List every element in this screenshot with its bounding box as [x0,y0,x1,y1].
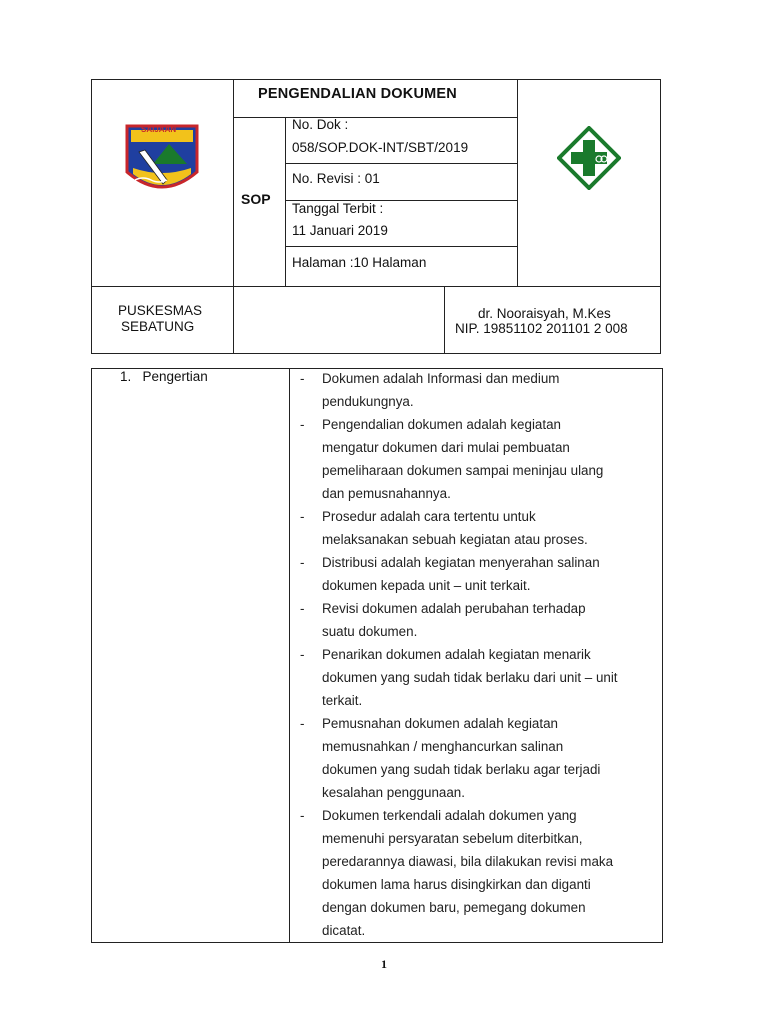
list-item-line: dokumen kepada unit – unit terkait. [322,578,531,593]
list-dash: - [300,371,305,386]
puskesmas-name-line1: PUSKESMAS [118,303,203,318]
emblem-banner-text: SAIJAAN [141,125,177,134]
list-item [296,413,658,505]
puskesmas-name-line2: SEBATUNG [121,319,195,334]
list-item-line: pemeliharaan dokumen sampai meninjau ulang [322,463,604,478]
list-item-line: mengatur dokumen dari mulai pembuatan [322,440,570,455]
signatory-nip: NIP. 19851102 201101 2 008 [455,321,628,336]
list-item-line: Dokumen terkendali adalah dokumen yang [322,808,577,823]
document-title: PENGENDALIAN DOKUMEN [258,86,457,102]
page-number: 1 [381,957,387,971]
list-item-line: melaksanakan sebuah kegiatan atau proses. [322,532,588,547]
list-item-line: dengan dokumen baru, pemegang dokumen [322,900,586,915]
list-item-line: Penarikan dokumen adalah kegiatan menarik [322,647,591,662]
list-item [296,712,658,804]
list-item-line: Pengendalian dokumen adalah kegiatan [322,417,561,432]
definition-list [296,367,658,942]
list-item [296,643,658,712]
tanggal-terbit-label: Tanggal Terbit : [292,201,384,216]
list-dash: - [300,601,305,616]
list-item [296,804,658,942]
signatory-name: dr. Nooraisyah, M.Kes [478,306,611,321]
no-dok-label: No. Dok : [292,117,349,132]
list-dash: - [300,417,305,432]
sop-label: SOP [241,191,271,207]
halaman: Halaman :10 Halaman [292,255,427,270]
list-item-line: Prosedur adalah cara tertentu untuk [322,509,536,524]
section-label: 1. Pengertian [120,369,208,384]
list-item-line: Pemusnahan dokumen adalah kegiatan [322,716,558,731]
list-item-line: dan pemusnahannya. [322,486,451,501]
list-item-line: Distribusi adalah kegiatan menyerahan salinan [322,555,600,570]
tanggal-terbit-value: 11 Januari 2019 [292,223,388,238]
list-dash: - [300,509,305,524]
health-cross-logo-icon [557,126,621,190]
list-dash: - [300,716,305,731]
list-item-line: kesalahan penggunaan. [322,785,465,800]
list-dash: - [300,647,305,662]
list-item [296,367,658,413]
list-item-line: dokumen yang sudah tidak berlaku dari unit – unit [322,670,618,685]
regency-emblem-icon [123,120,201,198]
list-item-line: terkait. [322,693,363,708]
list-item [296,597,658,643]
list-item [296,505,658,551]
no-dok-value: 058/SOP.DOK-INT/SBT/2019 [292,140,469,155]
list-item-line: memusnahkan / menghancurkan salinan [322,739,564,754]
list-dash: - [300,808,305,823]
list-item-line: peredarannya diawasi, bila dilakukan revisi maka [322,854,614,869]
list-item-line: pendukungnya. [322,394,414,409]
list-item-line: suatu dokumen. [322,624,418,639]
list-item-line: dicatat. [322,923,366,938]
list-item-line: Revisi dokumen adalah perubahan terhadap [322,601,586,616]
list-item-line: memenuhi persyaratan sebelum diterbitkan, [322,831,583,846]
list-item-line: dokumen lama harus disingkirkan dan diganti [322,877,591,892]
list-item-line: Dokumen adalah Informasi dan medium [322,371,560,386]
list-dash: - [300,555,305,570]
list-item [296,551,658,597]
no-revisi: No. Revisi : 01 [292,171,380,186]
list-item-line: dokumen yang sudah tidak berlaku agar terjadi [322,762,601,777]
